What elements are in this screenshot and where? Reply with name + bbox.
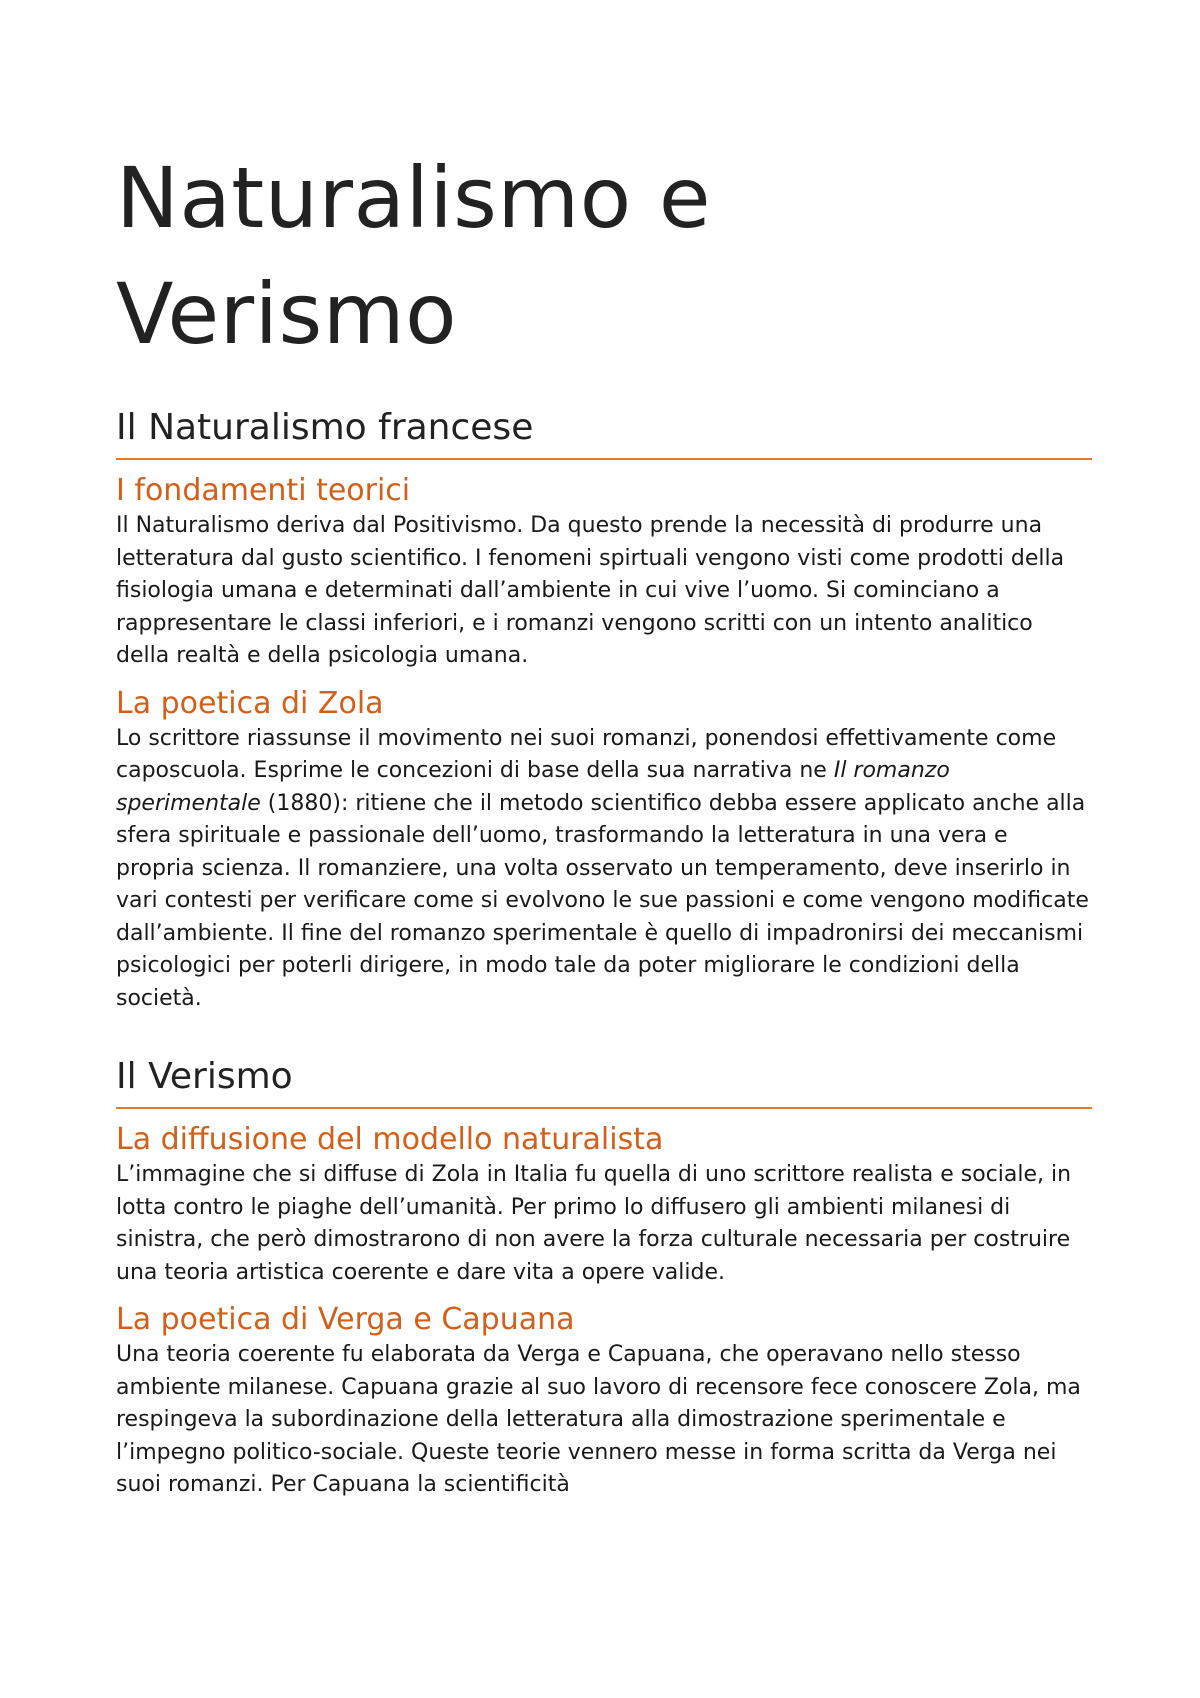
subsection-diffusione-modello [116,1121,1092,1289]
paragraph-text: (1880): ritiene che il metodo scientifico debba essere applicato anche alla sfera spirituale e passionale dell’uomo, trasformando la letteratura in una vera e propria scienza. Il romanziere, una volta osservato un temperamento, deve inserirlo in vari contesti per verificare come si evolvono le sue passioni e come vengono modificate dall’ambiente. Il fine del romanzo sperimentale è quello di impadronirsi dei meccanismi psicologici per poterli dirigere, in modo tale da poter migliorare le condizioni della società. [116,790,1089,1011]
section-heading: Il Naturalismo francese [116,406,1092,460]
paragraph: Una teoria coerente fu elaborata da Verga e Capuana, che operavano nello stesso ambiente milanese. Capuana grazie al suo lavoro di recensore fece conoscere Zola, ma respingeva la subordinazione della letteratura alla dimostrazione sperimentale e l’impegno politico-sociale. Queste teorie vennero messe in forma scritta da Verga nei suoi romanzi. Per Capuana la scientificità [116,1342,1081,1497]
paragraph [116,723,1092,1016]
subsection-heading: La poetica di Zola [116,685,384,721]
title-line-1: Naturalismo e [116,149,712,247]
section-heading: Il Verismo [116,1055,1092,1109]
subsection-fondamenti-teorici [116,472,1092,673]
paragraph: L’immagine che si diffuse di Zola in Italia fu quella di uno scrittore realista e sociale, in lotta contro le piaghe dell’umanità. Per primo lo diffusero gli ambienti milanesi di sinistra, che però dimostrarono di non avere la forza culturale necessaria per costruire una teoria artistica coerente e dare vita a opere valide. [116,1162,1072,1285]
paragraph: Il Naturalismo deriva dal Positivismo. Da questo prende la necessità di produrre una letteratura dal gusto scientifico. I fenomeni spirtuali vengono visti come prodotti della fisiologia umana e determinati dall’ambiente in cui vive l’uomo. Si cominciano a rappresentare le classi inferiori, e i romanzi vengono scritti con un intento analitico della realtà e della psicologia umana. [116,513,1065,668]
book-title-italic: Il romanzo sperimentale [116,758,950,816]
subsection-heading: I fondamenti teorici [116,473,411,508]
subsection-heading: La diffusione del modello naturalista [116,1122,664,1157]
document-page [116,140,1092,1502]
title-line-2: Verismo [116,265,457,363]
subsection-heading: La poetica di Verga e Capuana [116,1302,575,1337]
paragraph-text: Lo scrittore riassunse il movimento nei suoi romanzi, ponendosi effettivamente come caposcuola. Esprime le concezioni di base della sua narrativa ne [116,725,1057,783]
subsection-poetica-verga-capuana [116,1301,1092,1502]
section-verismo [116,1055,1092,1502]
subsection-poetica-zola [116,685,1092,1016]
document-title [116,140,1092,372]
section-naturalismo-francese [116,406,1092,1015]
